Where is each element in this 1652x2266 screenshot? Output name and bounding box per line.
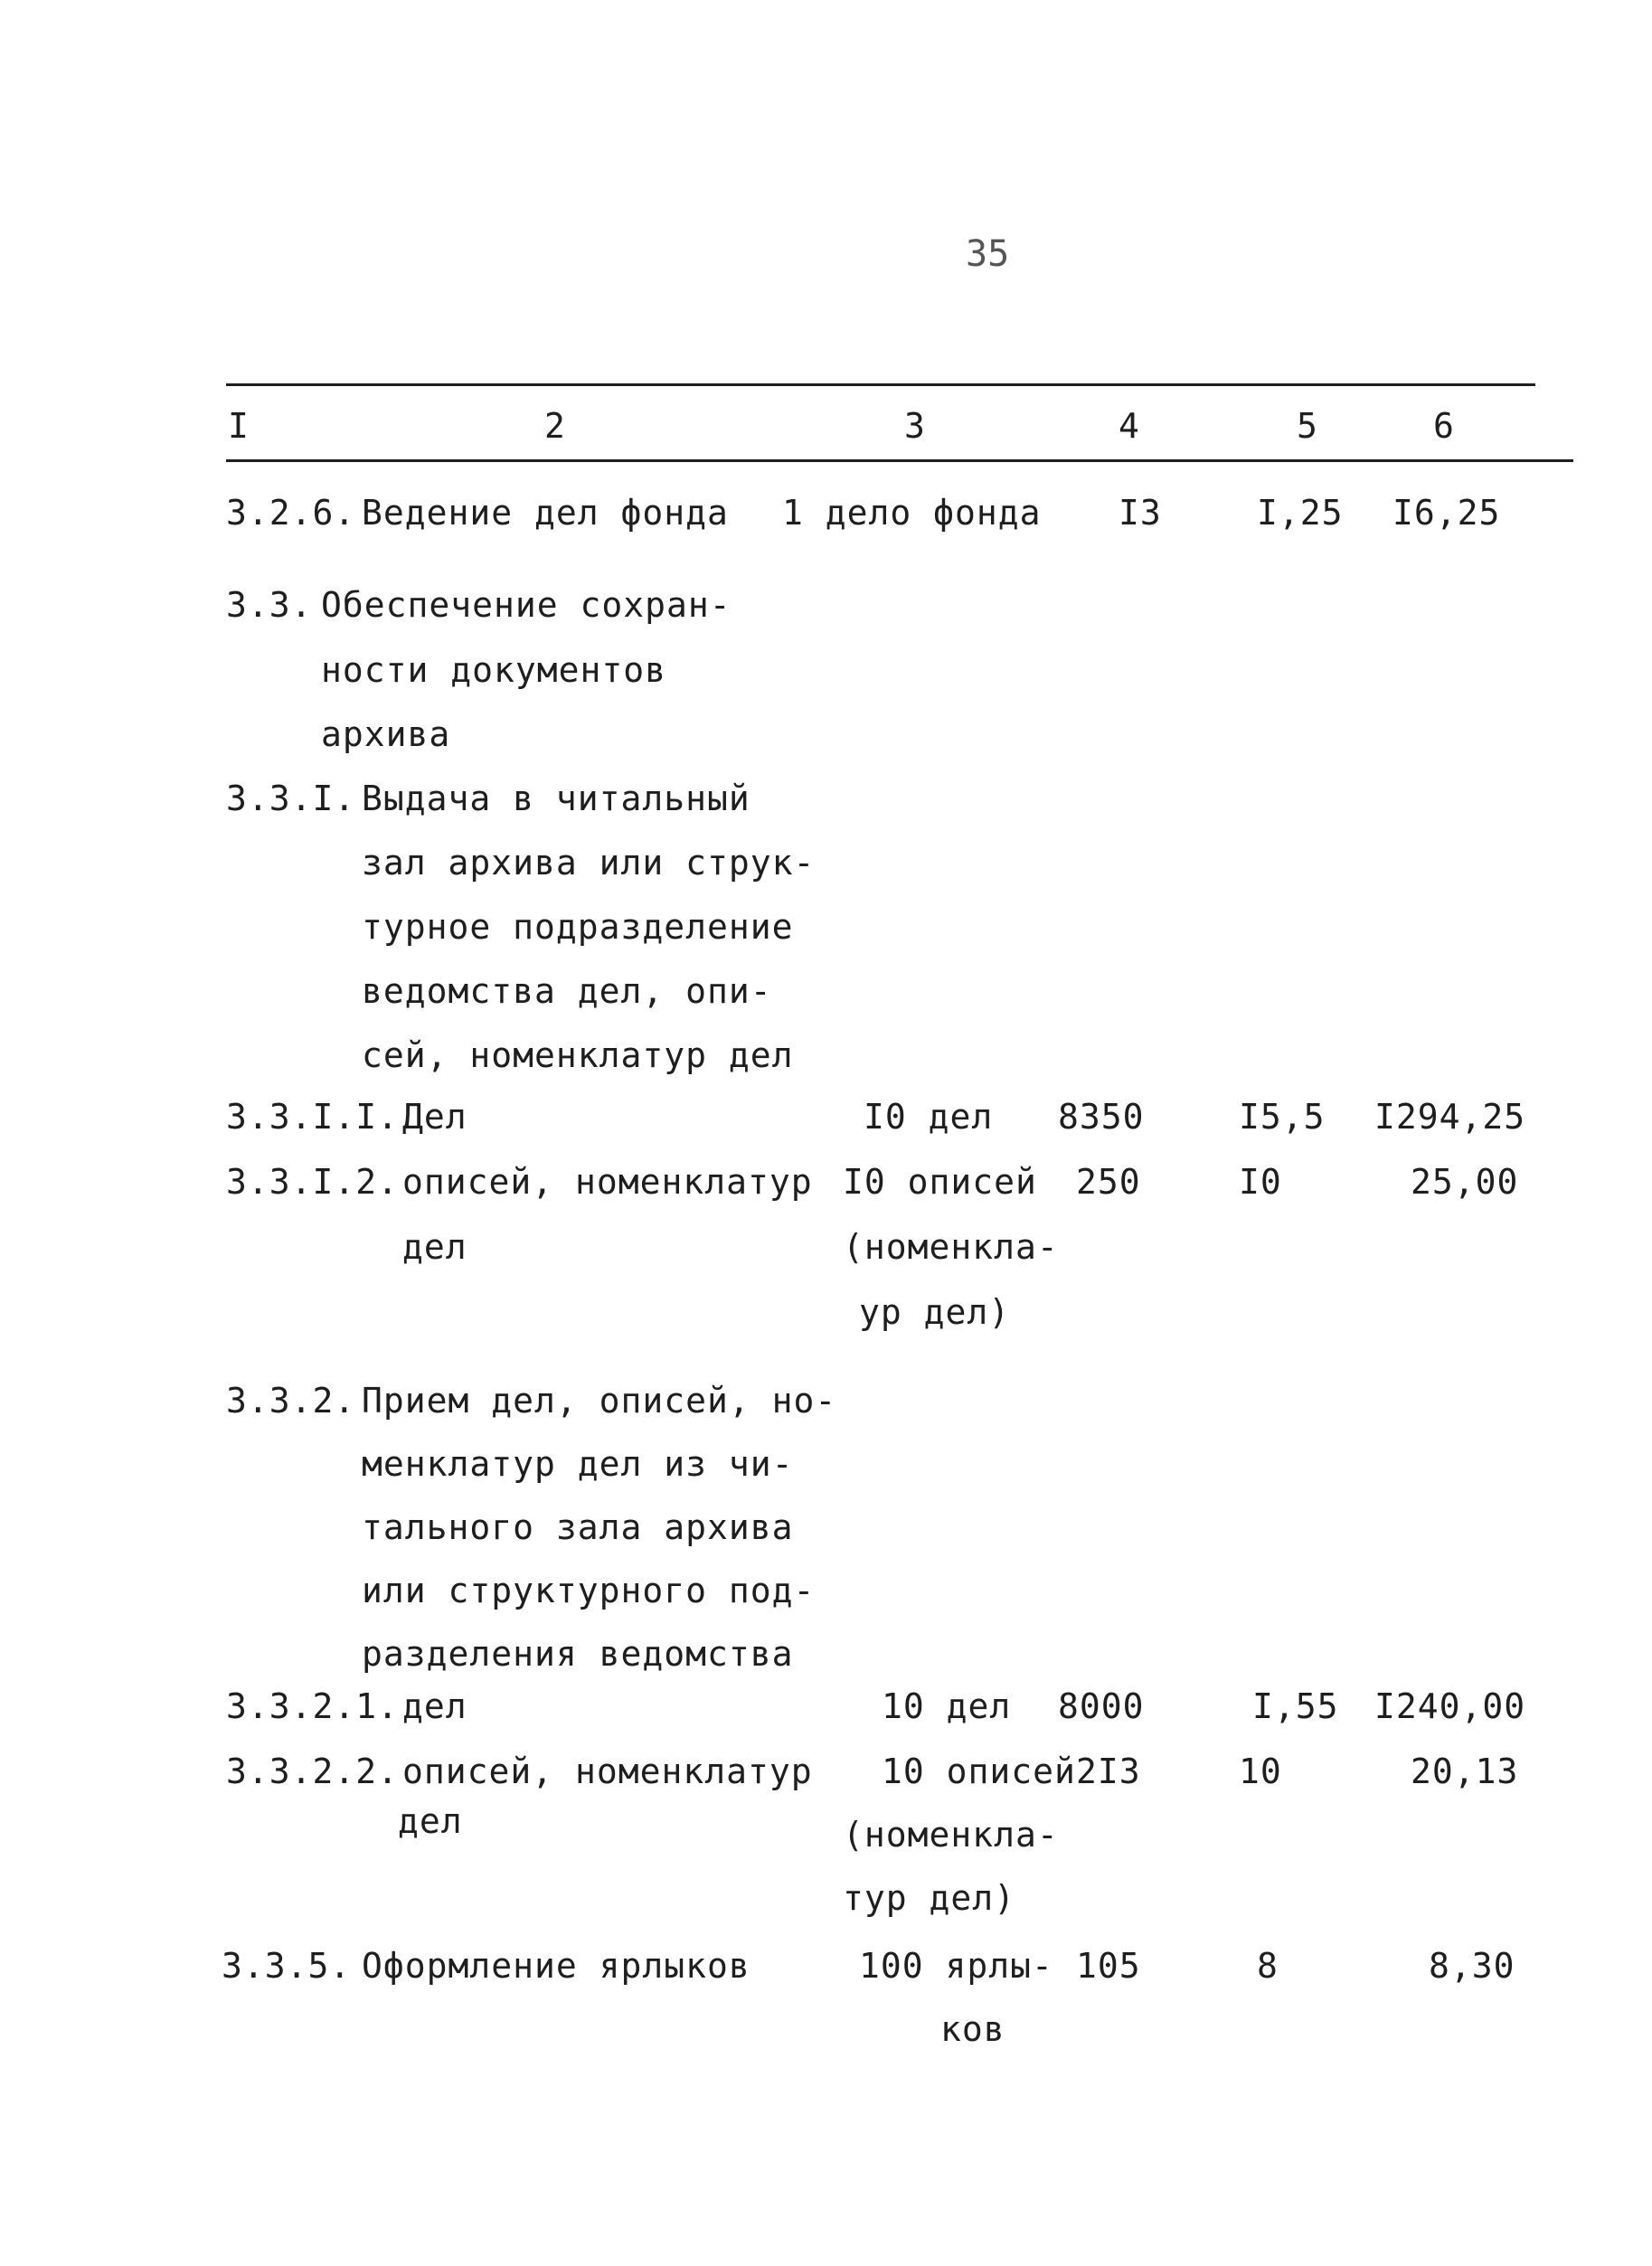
row-unit-line: тур дел) xyxy=(843,1878,1016,1918)
row-col6: 20,13 xyxy=(1411,1751,1519,1791)
row-desc-line: менклатур дел из чи- xyxy=(362,1444,794,1484)
row-desc-line: зал архива или струк- xyxy=(362,843,816,883)
row-desc-line: Ведение дел фонда xyxy=(362,493,729,533)
row-desc-line: Прием дел, описей, но- xyxy=(362,1381,837,1421)
row-desc-line: ности документов xyxy=(321,650,667,690)
row-col5: 10 xyxy=(1239,1751,1282,1791)
row-col4: 8000 xyxy=(1058,1686,1145,1726)
row-desc-line: Дел xyxy=(402,1097,467,1137)
row-desc-line: описей, номенклатур xyxy=(402,1751,813,1791)
row-code: 3.3.I.I. xyxy=(226,1097,400,1137)
row-col4: 105 xyxy=(1076,1946,1141,1986)
header-col-1: I xyxy=(228,406,250,446)
header-col-5: 5 xyxy=(1297,406,1318,446)
row-col6: 8,30 xyxy=(1429,1946,1515,1986)
row-desc-line: Выдача в читальный xyxy=(362,779,750,818)
row-desc-line: ведомства дел, опи- xyxy=(362,971,772,1011)
row-unit-line: 10 описей xyxy=(882,1751,1076,1791)
row-desc-line: тального зала архива xyxy=(362,1507,794,1547)
row-col5: I,55 xyxy=(1252,1686,1339,1726)
row-code: 3.3.5. xyxy=(222,1946,352,1986)
row-col6: I240,00 xyxy=(1374,1686,1526,1726)
row-col5: I,25 xyxy=(1257,493,1344,533)
row-col6: I6,25 xyxy=(1392,493,1501,533)
row-unit-line: 1 дело фонда xyxy=(782,493,1042,533)
row-desc-line: Оформление ярлыков xyxy=(362,1946,750,1986)
row-col5: I5,5 xyxy=(1239,1097,1326,1137)
header-col-3: 3 xyxy=(904,406,926,446)
row-col4: 8350 xyxy=(1058,1097,1145,1137)
row-unit-line: (номенкла- xyxy=(843,1815,1059,1855)
header-bottom-rule xyxy=(226,459,1573,462)
row-unit-line: I0 дел xyxy=(864,1097,994,1137)
row-desc-line: дел xyxy=(402,1227,467,1267)
row-desc-line: описей, номенклатур xyxy=(402,1162,813,1202)
row-unit-line: (номенкла- xyxy=(843,1227,1059,1267)
row-col6: 25,00 xyxy=(1411,1162,1519,1202)
page-number: 35 xyxy=(966,233,1010,275)
header-col-6: 6 xyxy=(1433,406,1455,446)
row-desc-line: разделения ведомства xyxy=(362,1634,794,1674)
row-unit-line: I0 описей xyxy=(843,1162,1037,1202)
row-col6: I294,25 xyxy=(1374,1097,1526,1137)
row-code: 3.2.6. xyxy=(226,493,356,533)
header-col-2: 2 xyxy=(544,406,566,446)
row-code: 3.3.2. xyxy=(226,1381,356,1421)
row-unit-line: 100 ярлы- xyxy=(859,1946,1053,1986)
row-col5: 8 xyxy=(1257,1946,1279,1986)
row-desc-line: дел xyxy=(402,1686,467,1726)
row-col5: I0 xyxy=(1239,1162,1282,1202)
row-desc-line: или структурного под- xyxy=(362,1571,816,1610)
row-desc-line: сей, номенклатур дел xyxy=(362,1035,794,1075)
header-top-rule xyxy=(226,383,1535,386)
row-unit-line: 10 дел xyxy=(882,1686,1012,1726)
row-col4: 250 xyxy=(1076,1162,1141,1202)
row-desc-line: дел xyxy=(398,1801,463,1841)
header-col-4: 4 xyxy=(1119,406,1140,446)
row-code: 3.3.I.2. xyxy=(226,1162,400,1202)
row-col4: I3 xyxy=(1119,493,1162,533)
row-code: 3.3.I. xyxy=(226,779,356,818)
row-col4: 2I3 xyxy=(1076,1751,1141,1791)
row-code: 3.3.2.1. xyxy=(226,1686,400,1726)
row-unit-line: ур дел) xyxy=(859,1292,1011,1332)
row-code: 3.3.2.2. xyxy=(226,1751,400,1791)
row-desc-line: Обеспечение сохран- xyxy=(321,585,732,625)
row-desc-line: турное подразделение xyxy=(362,907,794,947)
row-desc-line: архива xyxy=(321,714,451,754)
row-unit-line: ков xyxy=(940,2009,1005,2049)
row-code: 3.3. xyxy=(226,585,313,625)
